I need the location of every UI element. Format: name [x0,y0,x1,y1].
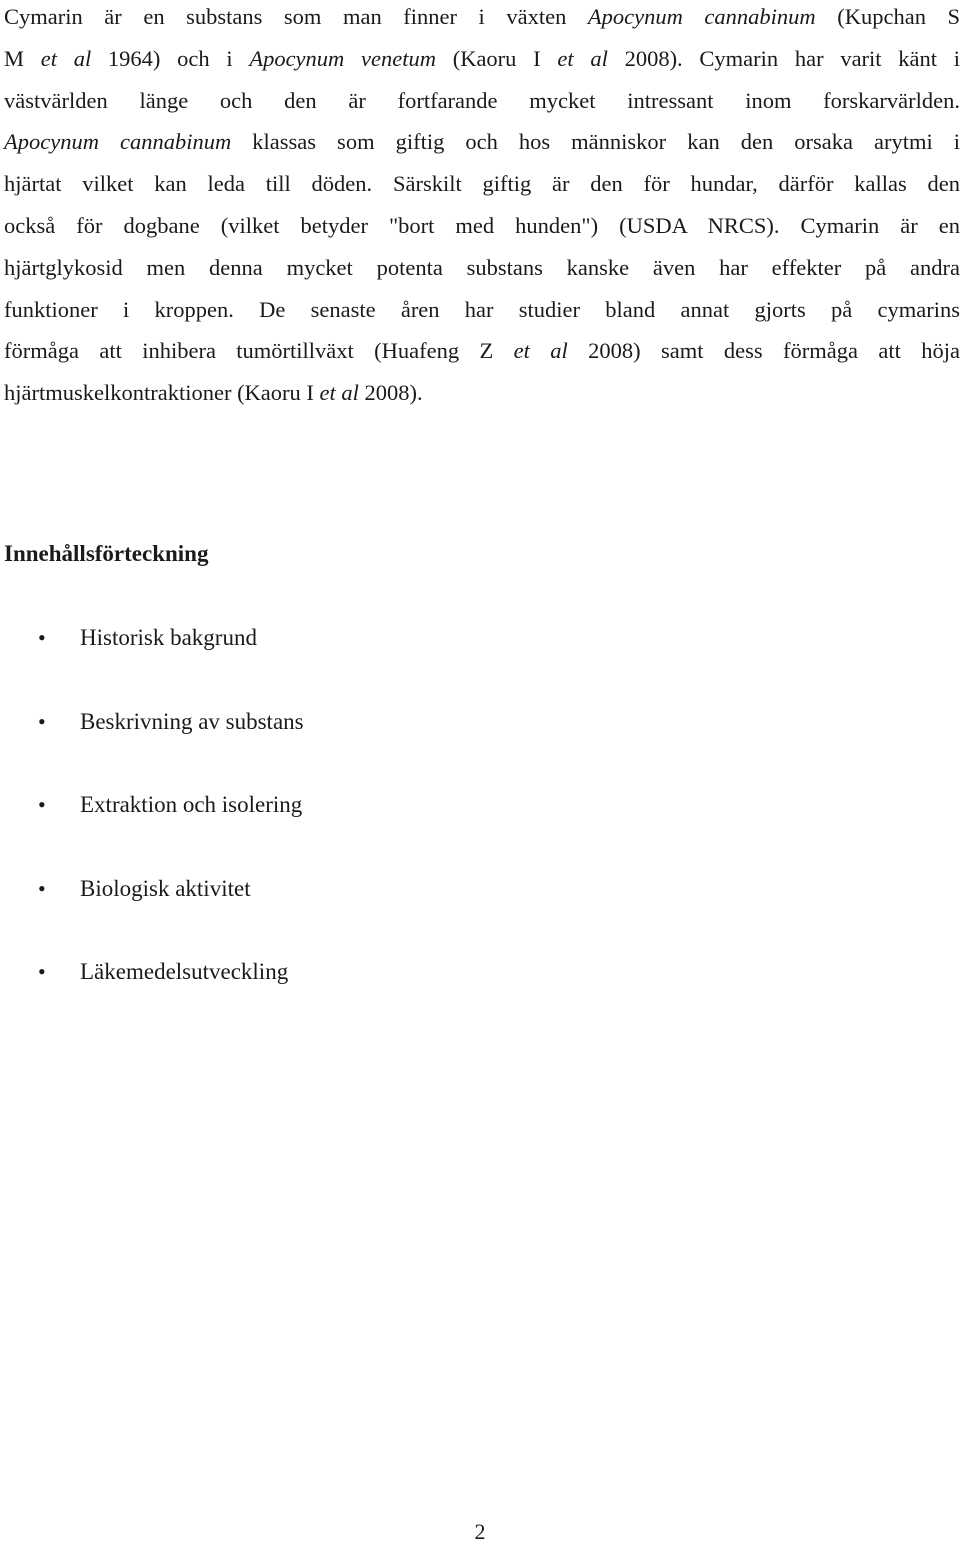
toc-item-label: Extraktion och isolering [80,792,303,817]
toc-item-label: Beskrivning av substans [80,708,304,734]
paragraph-line [4,330,960,372]
italic-text: Apocynum cannabinum [587,4,816,29]
text-segment: västvärlden länge och den är fortfarande mycket intressant inom forskarvärlden. [4,87,960,113]
paragraph-line [4,38,960,80]
bullet-icon: • [38,792,46,817]
text-segment: 2008). [358,380,423,406]
italic-text: et al [557,45,608,71]
text-segment: förmåga att inhibera tumörtillväxt (Huafeng Z [4,338,514,364]
paragraph-line [4,121,960,163]
text-segment: också för dogbane (vilket betyder "bort med hunden") (USDA NRCS). Cymarin är en [4,212,960,238]
toc-item-label: Biologisk aktivitet [80,875,251,901]
page-number: 2 [474,1519,486,1544]
italic-text: et al [319,380,359,406]
text-segment: hjärtglykosid men denna mycket potenta substans kanske även har effekter på andra [4,254,960,280]
italic-text: Apocynum cannabinum [4,129,232,155]
text-segment: (Kaoru I [435,45,558,71]
text-segment: klassas som giftig och hos människor kan den orsaka arytmi i [231,129,960,155]
toc-item-label: Läkemedelsutveckling [80,959,289,984]
italic-text: Apocynum venetum [249,45,436,71]
text-segment: 2008). Cymarin har varit känt i [607,45,960,71]
bullet-icon: • [38,708,46,734]
paragraph-line [4,289,960,331]
intro-paragraph [4,0,960,414]
bullet-icon: • [38,625,46,650]
text-segment: Cymarin är en substans som man finner i växten [4,4,588,29]
italic-text: et al [513,338,568,364]
text-segment: 2008) samt dess förmåga att höja [567,338,960,364]
paragraph-line [4,247,960,289]
text-segment: hjärtat vilket kan leda till döden. Särskilt giftig är den för hundar, därför kallas den [4,171,960,197]
paragraph-line [4,372,960,414]
toc-item-label: Historisk bakgrund [80,625,257,650]
text-segment: 1964) och i [91,45,250,71]
paragraph-line [4,205,960,247]
bullet-icon: • [38,959,46,984]
paragraph-line [4,80,960,122]
text-segment: (Kupchan S [815,4,960,29]
italic-text: et al [40,45,92,71]
toc-heading: Innehållsförteckning [4,541,209,566]
paragraph-line [4,0,960,38]
text-segment: hjärtmuskelkontraktioner (Kaoru I [4,380,320,406]
text-segment: funktioner i kroppen. De senaste åren har studier bland annat gjorts på cymarins [4,296,960,322]
paragraph-line [4,163,960,205]
bullet-icon: • [38,875,46,901]
text-segment: M [4,45,41,71]
